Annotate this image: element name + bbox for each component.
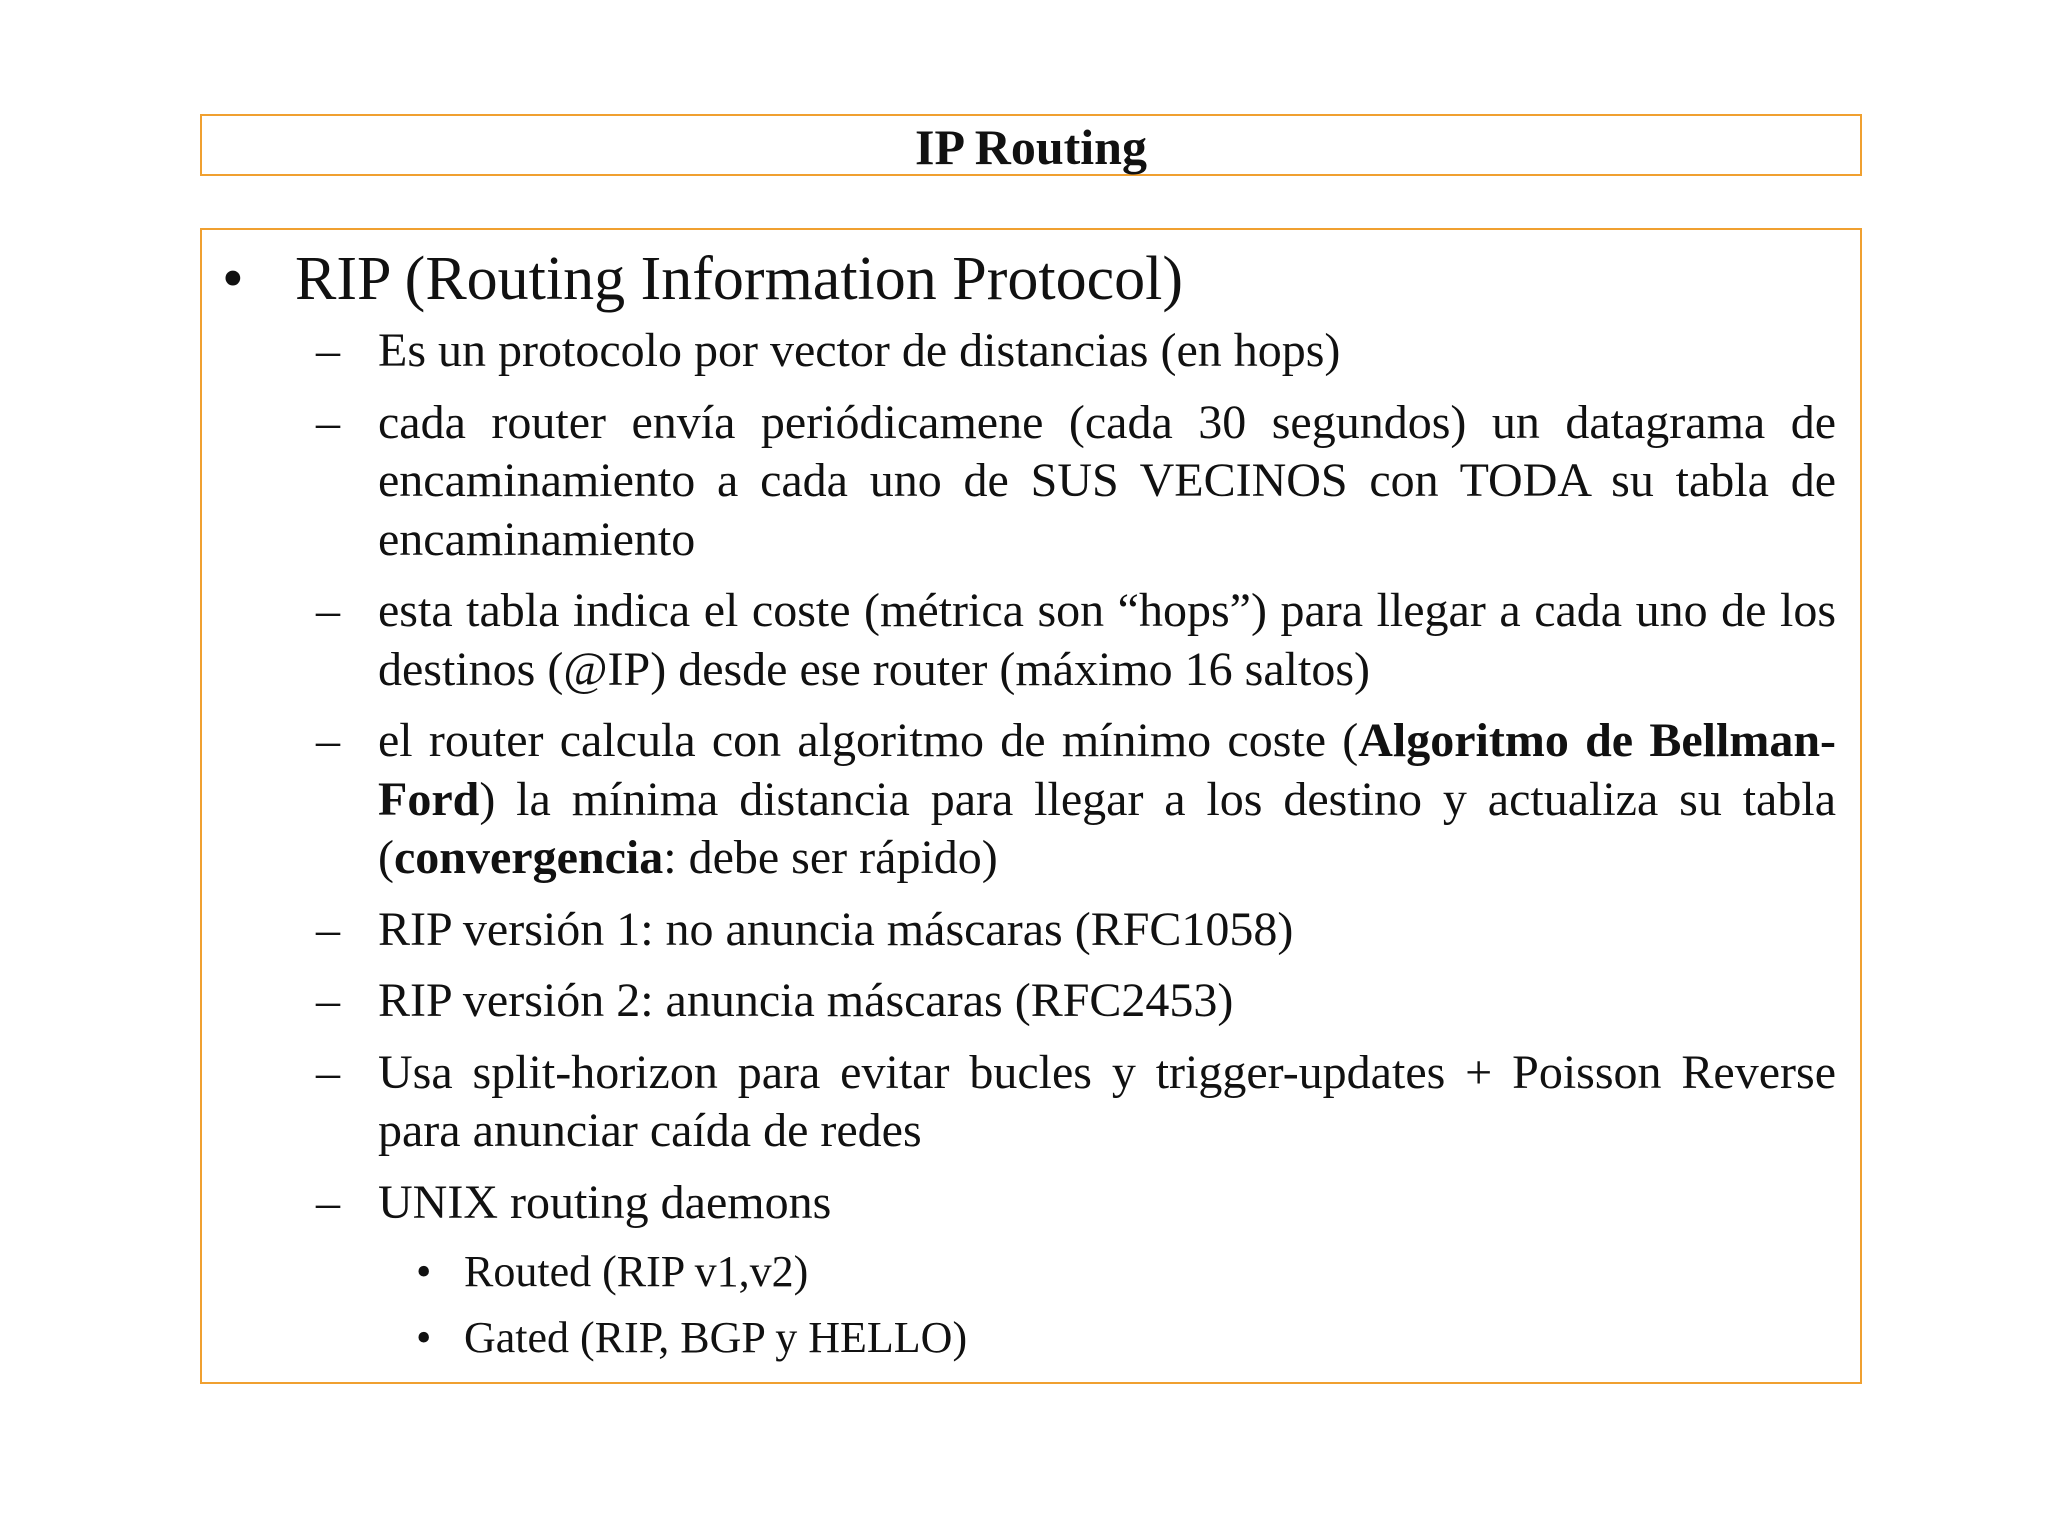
dash-marker: – (316, 584, 340, 637)
list-item (312, 901, 1836, 960)
list-item (312, 1044, 1836, 1161)
dash-marker: – (316, 324, 340, 377)
list-item (312, 322, 1836, 381)
list-item-text: Es un protocolo por vector de distancias (en hops) (378, 324, 1341, 377)
dash-marker: – (316, 395, 340, 449)
text-run: ) la mínima distancia para llegar a los destino y actualiza su tabla ( (378, 772, 1836, 884)
content-box (200, 228, 1862, 1384)
dash-marker: – (316, 1175, 340, 1229)
bold-term-bellman-ford: Algoritmo de Bellman-Ford (378, 714, 1836, 826)
list-item (312, 394, 1836, 570)
list-item (312, 972, 1836, 1031)
text-run: el router calcula con algoritmo de mínimo coste ( (378, 714, 1359, 767)
main-heading: RIP (Routing Information Protocol) (295, 245, 1184, 313)
list-item (312, 1174, 1836, 1233)
list-item-text: cada router envía periódicamene (cada 30 segundos) un datagrama de encaminamiento a cada uno de SUS VECINOS con TODA su tabla de encaminamiento (378, 395, 1836, 566)
bold-term-convergencia: convergencia (393, 831, 664, 884)
dash-marker: – (316, 974, 340, 1027)
list-item (312, 712, 1836, 888)
nested-list-item (312, 1245, 1836, 1299)
dash-marker: – (316, 1045, 340, 1099)
nested-list-item (312, 1311, 1836, 1365)
dash-marker: – (316, 902, 340, 956)
list-item (312, 582, 1836, 699)
main-bullet (220, 244, 1836, 314)
page-title: IP Routing (914, 119, 1147, 175)
bullet-marker: • (222, 245, 244, 313)
bullet-marker: • (416, 1313, 432, 1362)
text-run: : debe ser rápido) (663, 831, 998, 884)
list-item-text: RIP versión 1: no anuncia máscaras (RFC1058) (378, 902, 1294, 956)
list-item-text: Usa split-horizon para evitar bucles y trigger-updates + Poisson Reverse para anunciar caída de redes (378, 1045, 1836, 1157)
title-box (200, 114, 1862, 176)
list-item-text: RIP versión 2: anuncia máscaras (RFC2453) (378, 974, 1234, 1027)
sub-bullet-list (312, 322, 1836, 1377)
list-item-text: UNIX routing daemons (378, 1175, 832, 1229)
bullet-marker: • (416, 1247, 432, 1296)
nested-list-item-text: Gated (RIP, BGP y HELLO) (464, 1313, 968, 1362)
list-item-text: esta tabla indica el coste (métrica son “hops”) para llegar a cada uno de los destinos (@IP) desde ese router (máximo 16 saltos) (378, 584, 1836, 696)
dash-marker: – (316, 714, 340, 767)
nested-list-item-text: Routed (RIP v1,v2) (464, 1247, 809, 1296)
list-item-text (378, 712, 1836, 888)
